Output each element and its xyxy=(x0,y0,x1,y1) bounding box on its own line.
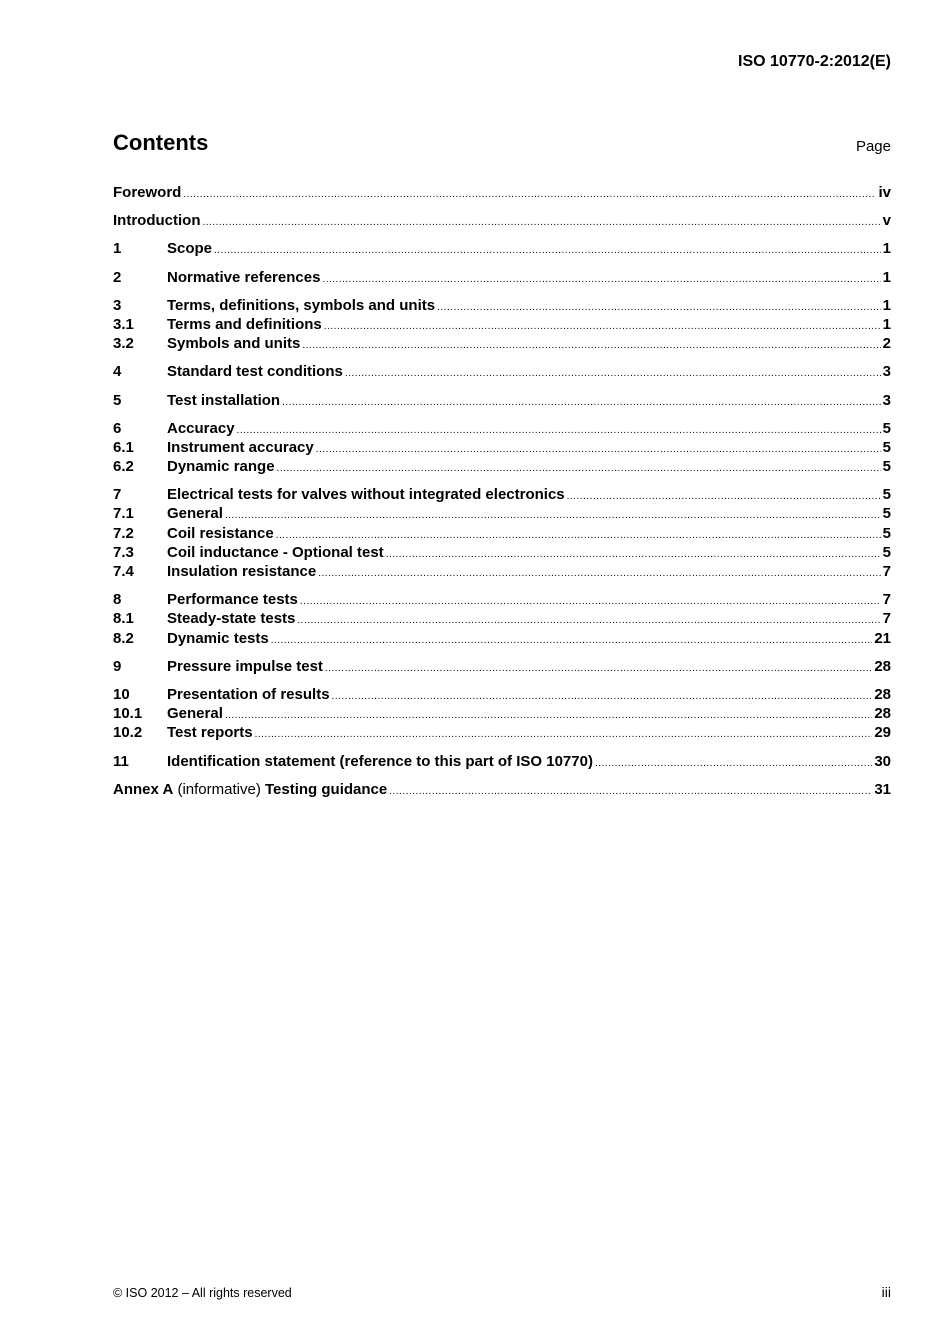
dot-leader xyxy=(183,185,876,204)
toc-entry-title: Terms, definitions, symbols and units xyxy=(167,296,436,314)
toc-entry-number: 7.4 xyxy=(113,563,134,580)
toc-entry-title: Scope xyxy=(167,240,213,258)
toc-entry[interactable] xyxy=(113,752,891,771)
toc-entry-title: Symbols and units xyxy=(167,335,301,353)
toc-entry-page: 1 xyxy=(882,315,891,333)
dot-leader xyxy=(325,659,872,678)
dot-leader xyxy=(595,754,872,773)
toc-entry-page: 29 xyxy=(874,724,891,742)
page-column-label: Page xyxy=(855,138,891,155)
dot-leader xyxy=(316,440,881,459)
toc-annex-page: 31 xyxy=(874,780,891,798)
toc-entry-page: 1 xyxy=(882,240,891,258)
toc-entry-page: 3 xyxy=(882,363,891,381)
toc-entry[interactable] xyxy=(113,485,891,504)
table-of-contents xyxy=(113,183,891,799)
toc-entry-title: Standard test conditions xyxy=(167,363,343,381)
toc-entry-title: Accuracy xyxy=(167,419,235,437)
toc-entry-title: Test reports xyxy=(167,724,253,742)
toc-entry-page: 7 xyxy=(882,610,891,628)
toc-entry[interactable] xyxy=(113,239,891,258)
dot-leader xyxy=(437,298,881,317)
toc-entry-title: Introduction xyxy=(113,212,201,230)
toc-entry-number: 10 xyxy=(113,685,130,703)
dot-leader xyxy=(322,270,880,289)
toc-entry-title: Coil resistance xyxy=(167,524,274,542)
dot-leader xyxy=(300,592,881,611)
toc-entry[interactable] xyxy=(113,391,891,410)
dot-leader xyxy=(567,487,881,506)
toc-entry-number: 7.1 xyxy=(113,505,134,523)
toc-entry-page: 28 xyxy=(874,657,891,675)
toc-entry-page: 5 xyxy=(882,486,891,504)
toc-entry[interactable] xyxy=(113,315,891,334)
document-id: ISO 10770-2:2012(E) xyxy=(738,53,891,70)
toc-entry-page: 5 xyxy=(882,438,891,456)
toc-entry[interactable] xyxy=(113,504,891,523)
toc-entry[interactable] xyxy=(113,419,891,438)
toc-entry-page: v xyxy=(882,212,891,230)
toc-entry[interactable] xyxy=(113,438,891,457)
toc-entry[interactable] xyxy=(113,590,891,609)
toc-entry[interactable] xyxy=(113,609,891,628)
toc-entry-number: 6.1 xyxy=(113,438,134,456)
toc-entry-page: 5 xyxy=(882,543,891,561)
dot-leader xyxy=(389,782,872,801)
toc-entry-page: 28 xyxy=(874,685,891,703)
toc-entry-title: Terms and definitions xyxy=(167,315,322,333)
dot-leader xyxy=(332,687,873,706)
toc-entry-title: Dynamic tests xyxy=(167,629,269,647)
toc-entry-title: Normative references xyxy=(167,268,321,286)
toc-entry-number: 7.3 xyxy=(113,543,134,561)
toc-entry-page: 5 xyxy=(882,524,891,542)
page-title: Contents xyxy=(113,130,209,155)
toc-entry-number: 8.1 xyxy=(113,610,134,628)
toc-entry-page: 1 xyxy=(882,268,891,286)
dot-leader xyxy=(282,393,881,412)
dot-leader xyxy=(302,336,880,355)
dot-leader xyxy=(386,545,881,564)
toc-entry[interactable] xyxy=(113,524,891,543)
toc-entry-number: 10.2 xyxy=(113,724,143,742)
dot-leader xyxy=(271,631,873,650)
toc-entry-number: 5 xyxy=(113,391,122,409)
toc-entry-number: 2 xyxy=(113,268,122,286)
toc-entry[interactable] xyxy=(113,211,891,230)
toc-entry-page: iv xyxy=(878,184,891,201)
toc-entry-page: 2 xyxy=(882,335,891,353)
toc-entry[interactable] xyxy=(113,629,891,648)
toc-entry[interactable] xyxy=(113,296,891,315)
annex-label: Annex A xyxy=(113,780,174,798)
toc-entry[interactable] xyxy=(113,334,891,353)
dot-leader xyxy=(255,725,873,744)
toc-entry-title: Performance tests xyxy=(167,591,298,609)
toc-entry-number: 7.2 xyxy=(113,524,134,542)
dot-leader xyxy=(318,564,880,583)
dot-leader xyxy=(237,421,881,440)
toc-entry-title: Instrument accuracy xyxy=(167,438,314,456)
toc-entry[interactable] xyxy=(113,723,891,742)
toc-entry-page: 3 xyxy=(882,391,891,409)
toc-entry-title: General xyxy=(167,705,223,723)
annex-title: Testing guidance xyxy=(264,780,388,798)
toc-entry-page: 28 xyxy=(874,705,891,723)
dot-leader xyxy=(297,611,880,630)
toc-entry-page: 5 xyxy=(882,419,891,437)
toc-entry-title: Insulation resistance xyxy=(167,563,317,580)
toc-entry-page: 7 xyxy=(882,591,891,609)
dot-leader xyxy=(225,706,872,725)
toc-entry-title: Presentation of results xyxy=(167,685,330,703)
toc-entry-page: 21 xyxy=(874,629,891,647)
toc-entry-number: 3.2 xyxy=(113,335,134,353)
dot-leader xyxy=(202,213,880,232)
toc-annex-title xyxy=(113,780,387,799)
dot-leader xyxy=(214,241,881,260)
toc-entry-number: 10.1 xyxy=(113,705,143,723)
toc-entry-number: 7 xyxy=(113,486,122,504)
toc-entry-page: 5 xyxy=(882,458,891,476)
toc-entry[interactable] xyxy=(113,657,891,676)
dot-leader xyxy=(324,317,881,336)
toc-entry[interactable] xyxy=(113,543,891,562)
toc-entry[interactable] xyxy=(113,457,891,476)
toc-entry-number: 8 xyxy=(113,591,122,609)
dot-leader xyxy=(225,506,881,525)
toc-entry-number: 3.1 xyxy=(113,315,134,333)
toc-entry[interactable] xyxy=(113,562,891,581)
dot-leader xyxy=(345,364,881,383)
toc-entry-number: 3 xyxy=(113,296,122,314)
toc-entry-title: Dynamic range xyxy=(167,458,275,476)
toc-entry-number: 6.2 xyxy=(113,458,134,476)
toc-entry-number: 8.2 xyxy=(113,629,134,647)
toc-entry-title: Pressure impulse test xyxy=(167,657,323,675)
toc-entry-number: 4 xyxy=(113,363,122,381)
toc-entry-title: Identification statement (reference to this part of ISO 10770) xyxy=(167,752,593,770)
toc-entry-number: 9 xyxy=(113,657,122,675)
toc-entry-title: Coil inductance - Optional test xyxy=(167,543,384,561)
toc-entry-title: Test installation xyxy=(167,391,281,409)
toc-entry-number: 11 xyxy=(113,752,129,770)
toc-entry-page: 1 xyxy=(882,296,891,314)
toc-entry-title: General xyxy=(167,505,223,523)
toc-entry-title: Foreword xyxy=(113,184,182,201)
toc-annex-entry[interactable] xyxy=(113,780,891,799)
toc-entry-title: Electrical tests for valves without integrated electronics xyxy=(167,486,565,504)
annex-qualifier: (informative) xyxy=(173,780,265,798)
toc-entry-page: 30 xyxy=(874,752,891,770)
toc-entry-page: 7 xyxy=(882,563,891,580)
page-number: iii xyxy=(881,1284,891,1300)
copyright-notice: © ISO 2012 – All rights reserved xyxy=(113,1286,292,1300)
toc-entry-number: 1 xyxy=(113,240,122,258)
toc-entry[interactable] xyxy=(113,685,891,704)
toc-entry[interactable] xyxy=(113,183,891,202)
toc-entry[interactable] xyxy=(113,268,891,287)
toc-entry-title: Steady-state tests xyxy=(167,610,296,628)
toc-entry-number: 6 xyxy=(113,419,122,437)
dot-leader xyxy=(277,459,881,478)
toc-entry[interactable] xyxy=(113,704,891,723)
toc-entry-page: 5 xyxy=(882,505,891,523)
toc-entry[interactable] xyxy=(113,362,891,381)
